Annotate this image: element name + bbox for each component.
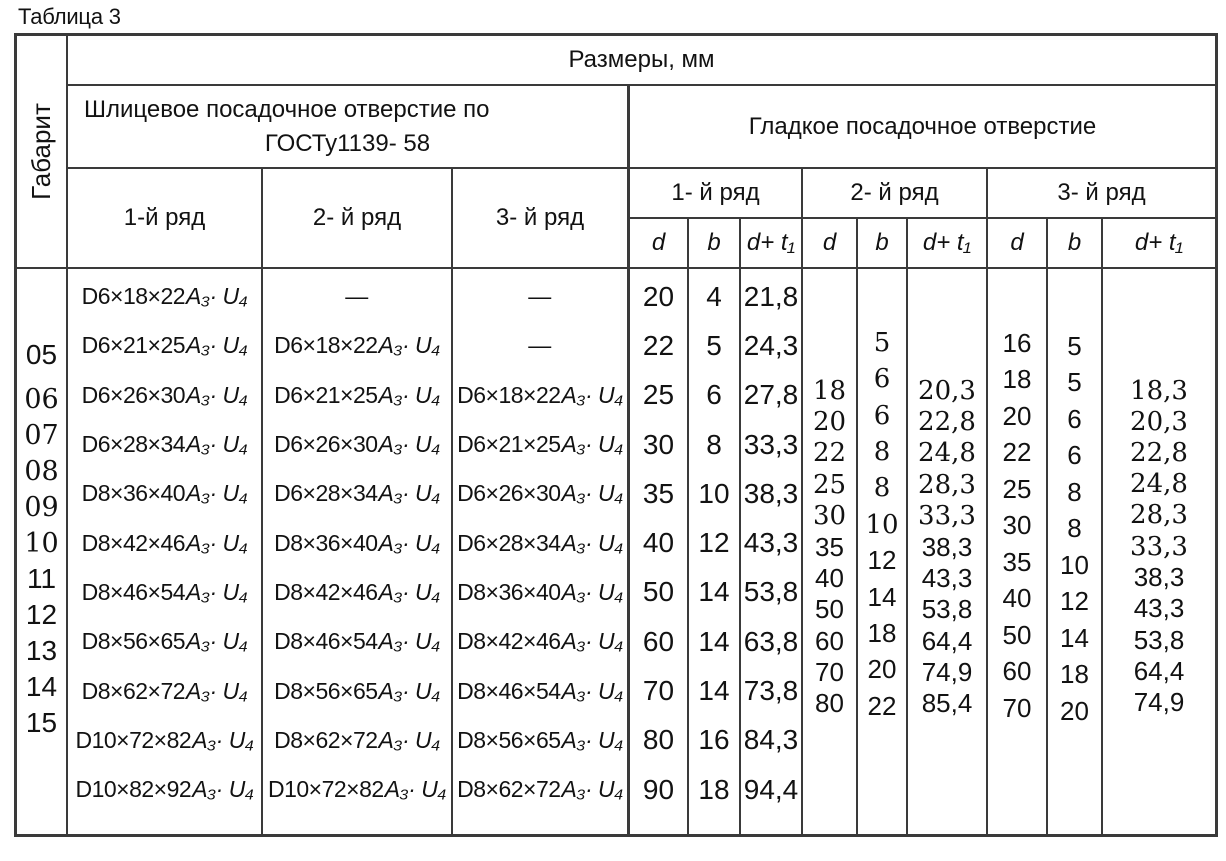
smooth3-d-column xyxy=(988,269,1048,834)
dimension-value: 18,3 xyxy=(1130,375,1188,406)
dimension-value: 30 xyxy=(812,500,847,531)
dimension-value: 64,4 xyxy=(921,625,973,656)
designation-suffix: A₃· U₄ xyxy=(561,628,623,655)
designation-base: D8×46×54 xyxy=(457,677,561,704)
designation-base: D10×72×82 xyxy=(75,726,192,753)
dimension-value: 27,8 xyxy=(743,379,799,411)
dimension-value: 38,3 xyxy=(1133,562,1185,593)
designation-suffix: A₃· U₄ xyxy=(384,776,447,803)
gabarit-values-column xyxy=(17,269,68,834)
designation-base: D6×26×30 xyxy=(457,480,561,507)
smooth2-b-stack xyxy=(858,269,906,724)
gabarit-value: 05 xyxy=(25,339,58,370)
dimension-value: 20,3 xyxy=(918,375,976,406)
spline-column-2 xyxy=(263,269,453,834)
spline-section-header xyxy=(68,86,630,169)
gabarit-values-stack xyxy=(17,269,66,741)
dimension-value: 18 xyxy=(698,773,730,805)
spline-list-1 xyxy=(68,269,261,814)
dimension-value: 60 xyxy=(642,625,675,657)
dimension-value: 43,3 xyxy=(921,562,973,593)
dimension-value: 4 xyxy=(706,280,722,312)
subheader-d-1: d xyxy=(630,219,689,269)
spline-col-header-3: 3- й ряд xyxy=(453,169,630,269)
designation-suffix: A₃· U₄ xyxy=(378,480,440,507)
smooth3-b-column xyxy=(1048,269,1103,834)
spline-designation xyxy=(453,568,627,617)
dimension-value: 53,8 xyxy=(743,576,799,608)
designation-suffix: A₃· U₄ xyxy=(378,726,440,753)
dimension-value: 84,3 xyxy=(743,724,799,756)
spline-designation xyxy=(68,617,261,666)
dimension-value: 64,4 xyxy=(1133,655,1185,686)
dimension-value: 22 xyxy=(867,690,897,721)
spline-designation xyxy=(453,765,627,814)
dimensions-table xyxy=(14,33,1218,837)
spline-designation xyxy=(68,568,261,617)
dimension-value: 43,3 xyxy=(1133,593,1185,624)
designation-suffix: A₃· U₄ xyxy=(186,677,248,704)
smooth-section-header: Гладкое посадочное отверстие xyxy=(630,86,1215,169)
smooth-group-header-1: 1- й ряд xyxy=(630,169,803,219)
dimension-value: 33,3 xyxy=(743,428,799,460)
dimension-value: 94,4 xyxy=(743,773,799,805)
smooth3-dt-column xyxy=(1103,269,1215,834)
dimension-value: 12 xyxy=(1060,586,1089,617)
spline-designation xyxy=(263,469,451,518)
spline-designation xyxy=(263,518,451,567)
designation-suffix: A₃· U₄ xyxy=(561,677,623,704)
dimension-value: 6 xyxy=(1067,440,1082,471)
designation-suffix: A₃· U₄ xyxy=(561,726,623,753)
designation-suffix: A₃· U₄ xyxy=(378,431,440,458)
dimension-value: 25 xyxy=(642,379,675,411)
dimension-value: 6 xyxy=(1067,403,1082,434)
dimension-value: 85,4 xyxy=(921,688,973,719)
spline-header-line2: ГОСТу1139- 58 xyxy=(264,129,431,157)
designation-suffix: A₃· U₄ xyxy=(378,529,440,556)
gabarit-value: 10 xyxy=(24,527,59,559)
designation-base: D10×72×82 xyxy=(267,776,384,803)
dimension-value: 22,8 xyxy=(1130,437,1188,468)
designation-suffix: A₃· U₄ xyxy=(186,332,248,359)
smooth2-d-column xyxy=(803,269,858,834)
spline-list-2 xyxy=(263,269,451,814)
dimension-value: 35 xyxy=(1002,546,1032,577)
spline-column-1 xyxy=(68,269,263,834)
designation-base: D6×18×22 xyxy=(81,283,186,310)
dimension-value: 38,3 xyxy=(743,477,799,509)
subheader-dt-3: d+ t₁ xyxy=(1103,219,1215,269)
smooth1-dt-column xyxy=(741,269,803,834)
dimension-value: 20 xyxy=(1060,695,1089,726)
spline-col-header-1: 1-й ряд xyxy=(68,169,263,269)
dimension-value: 20 xyxy=(642,280,675,312)
smooth1-b-column xyxy=(689,269,741,834)
dimension-value: 14 xyxy=(1060,622,1089,653)
designation-base: D8×42×46 xyxy=(274,578,378,605)
smooth1-d-column xyxy=(630,269,689,834)
dimension-value: 33,3 xyxy=(918,500,976,531)
designation-base: D6×21×25 xyxy=(274,381,378,408)
spline-designation xyxy=(68,469,261,518)
dimension-value: 18 xyxy=(1060,659,1089,690)
dimension-value: 53,8 xyxy=(1133,624,1185,655)
dimension-value: 14 xyxy=(698,675,730,707)
spline-designation xyxy=(263,272,451,321)
smooth3-dt-stack xyxy=(1103,269,1215,718)
gabarit-value: 08 xyxy=(24,455,59,487)
designation-base: D10×82×92 xyxy=(75,776,192,803)
dimension-value: 20,3 xyxy=(1130,406,1188,437)
dimension-value: 74,9 xyxy=(1133,686,1185,717)
dimension-value: 5 xyxy=(873,328,891,359)
sizes-header: Размеры, мм xyxy=(68,36,1215,86)
dimension-value: 35 xyxy=(815,531,844,562)
designation-base: — xyxy=(345,283,368,310)
dimension-value: 74,9 xyxy=(921,656,973,687)
designation-suffix: A₃· U₄ xyxy=(186,431,248,458)
designation-suffix: A₃· U₄ xyxy=(561,480,623,507)
dimension-value: 14 xyxy=(867,581,897,612)
subheader-dt-2: d+ t₁ xyxy=(908,219,988,269)
spline-designation xyxy=(263,716,451,765)
dimension-value: 22 xyxy=(642,329,675,361)
dimension-value: 50 xyxy=(642,576,675,608)
designation-base: D8×36×40 xyxy=(457,578,561,605)
subheader-d-2: d xyxy=(803,219,858,269)
dimension-value: 6 xyxy=(873,400,891,431)
spline-designation xyxy=(453,272,627,321)
dimension-value: 8 xyxy=(873,473,891,504)
spline-list-3 xyxy=(453,269,627,814)
dimension-value: 12 xyxy=(698,527,730,559)
dimension-value: 18 xyxy=(867,618,897,649)
gabarit-value: 14 xyxy=(25,671,58,702)
spline-designation xyxy=(68,272,261,321)
spline-designation xyxy=(68,765,261,814)
designation-base: D6×21×25 xyxy=(457,431,561,458)
dimension-value: 20 xyxy=(812,406,847,437)
dimension-value: 8 xyxy=(706,428,722,460)
designation-suffix: A₃· U₄ xyxy=(186,578,248,605)
dimension-value: 40 xyxy=(815,562,844,593)
spline-designation xyxy=(453,716,627,765)
designation-base: D8×62×72 xyxy=(457,776,561,803)
dimension-value: 14 xyxy=(698,576,730,608)
gabarit-value: 11 xyxy=(26,563,57,594)
designation-base: — xyxy=(528,283,551,310)
gabarit-header-cell xyxy=(17,36,68,269)
designation-suffix: A₃· U₄ xyxy=(561,776,623,803)
dimension-value: 24,8 xyxy=(918,438,976,469)
spline-designation xyxy=(453,321,627,370)
dimension-value: 38,3 xyxy=(921,531,973,562)
dimension-value: 35 xyxy=(642,477,675,509)
dimension-value: 25 xyxy=(812,469,847,500)
spline-designation xyxy=(453,420,627,469)
spline-designation xyxy=(68,716,261,765)
gabarit-value: 13 xyxy=(25,635,58,666)
subheader-d-3: d xyxy=(988,219,1048,269)
designation-base: D6×28×34 xyxy=(457,529,561,556)
designation-base: D6×21×25 xyxy=(81,332,186,359)
dimension-value: 43,3 xyxy=(743,527,799,559)
dimension-value: 10 xyxy=(1060,549,1089,580)
designation-suffix: A₃· U₄ xyxy=(186,628,248,655)
dimension-value: 14 xyxy=(698,625,730,657)
spline-designation xyxy=(453,518,627,567)
spline-designation xyxy=(68,321,261,370)
dimension-value: 22 xyxy=(1002,437,1032,468)
dimension-value: 22 xyxy=(812,438,847,469)
dimension-value: 50 xyxy=(1002,619,1032,650)
dimension-value: 73,8 xyxy=(743,675,799,707)
designation-base: D6×28×34 xyxy=(81,431,186,458)
designation-base: D8×42×46 xyxy=(81,529,186,556)
dimension-value: 21,8 xyxy=(743,280,799,312)
designation-base: D6×26×30 xyxy=(274,431,378,458)
designation-base: D6×28×34 xyxy=(274,480,378,507)
dimension-value: 8 xyxy=(1067,513,1082,544)
dimension-value: 6 xyxy=(873,364,891,395)
spline-designation xyxy=(263,765,451,814)
dimension-value: 90 xyxy=(642,773,675,805)
gabarit-value: 06 xyxy=(24,383,59,415)
designation-suffix: A₃· U₄ xyxy=(561,431,623,458)
dimension-value: 70 xyxy=(815,656,844,687)
spline-column-3 xyxy=(453,269,630,834)
smooth2-b-column xyxy=(858,269,908,834)
designation-base: D8×62×72 xyxy=(274,726,378,753)
dimension-value: 60 xyxy=(815,625,844,656)
designation-base: D8×56×65 xyxy=(457,726,561,753)
spline-designation xyxy=(453,469,627,518)
spline-designation xyxy=(68,420,261,469)
spline-designation xyxy=(68,666,261,715)
designation-base: D8×56×65 xyxy=(81,628,186,655)
spline-designation xyxy=(68,371,261,420)
spline-header-line1: Шлицевое посадочное отверстие по xyxy=(84,95,490,123)
designation-suffix: A₃· U₄ xyxy=(186,381,248,408)
dimension-value: 6 xyxy=(706,379,722,411)
smooth1-dt-stack xyxy=(741,269,801,814)
dimension-value: 8 xyxy=(873,437,891,468)
dimension-value: 5 xyxy=(1067,330,1082,361)
subheader-dt-1: d+ t₁ xyxy=(741,219,803,269)
spline-col-header-2: 2- й ряд xyxy=(263,169,453,269)
dimension-value: 40 xyxy=(642,527,675,559)
designation-base: D8×36×40 xyxy=(274,529,378,556)
subheader-b-2: b xyxy=(858,219,908,269)
dimension-value: 8 xyxy=(1067,476,1082,507)
dimension-value: 63,8 xyxy=(743,625,799,657)
designation-suffix: A₃· U₄ xyxy=(378,332,440,359)
designation-suffix: A₃· U₄ xyxy=(561,529,623,556)
designation-base: D8×36×40 xyxy=(81,480,186,507)
designation-base: D8×42×46 xyxy=(457,628,561,655)
dimension-value: 16 xyxy=(698,724,730,756)
dimension-value: 40 xyxy=(1002,583,1032,614)
gabarit-value: 12 xyxy=(25,599,58,630)
spline-designation xyxy=(453,371,627,420)
table-caption: Таблица 3 xyxy=(18,4,121,29)
spline-designation xyxy=(263,617,451,666)
designation-suffix: A₃· U₄ xyxy=(378,677,440,704)
smooth2-dt-stack xyxy=(908,269,986,719)
designation-base: D8×62×72 xyxy=(81,677,186,704)
spline-designation xyxy=(453,666,627,715)
designation-suffix: A₃· U₄ xyxy=(186,529,248,556)
dimension-value: 16 xyxy=(1002,327,1032,358)
dimension-value: 33,3 xyxy=(1130,531,1188,562)
spline-designation xyxy=(68,518,261,567)
dimension-value: 60 xyxy=(1002,656,1032,687)
dimension-value: 70 xyxy=(642,675,675,707)
subheader-b-1: b xyxy=(689,219,741,269)
dimension-value: 24,8 xyxy=(1130,469,1188,500)
spline-designation xyxy=(263,568,451,617)
smooth3-d-stack xyxy=(988,269,1046,727)
dimension-value: 80 xyxy=(642,724,675,756)
dimension-value: 80 xyxy=(815,688,844,719)
dimension-value: 20 xyxy=(1002,400,1032,431)
dimension-value: 70 xyxy=(1002,692,1032,723)
smooth1-b-stack xyxy=(689,269,739,814)
gabarit-value: 15 xyxy=(25,707,58,738)
dimension-value: 53,8 xyxy=(921,594,973,625)
designation-suffix: A₃· U₄ xyxy=(378,628,440,655)
dimension-value: 28,3 xyxy=(1130,500,1188,531)
dimension-value: 18 xyxy=(1002,364,1032,395)
dimension-value: 5 xyxy=(1067,367,1082,398)
designation-suffix: A₃· U₄ xyxy=(561,578,623,605)
spline-designation xyxy=(453,617,627,666)
dimension-value: 18 xyxy=(812,375,847,406)
dimension-value: 10 xyxy=(865,509,899,540)
dimension-value: 50 xyxy=(815,594,844,625)
dimension-value: 24,3 xyxy=(743,329,799,361)
dimension-value: 30 xyxy=(1002,510,1032,541)
designation-base: D6×18×22 xyxy=(274,332,378,359)
designation-suffix: A₃· U₄ xyxy=(378,578,440,605)
gabarit-value: 09 xyxy=(24,491,59,523)
designation-base: D8×56×65 xyxy=(274,677,378,704)
designation-base: D6×26×30 xyxy=(81,381,186,408)
spline-designation xyxy=(263,321,451,370)
spline-designation xyxy=(263,371,451,420)
designation-base: — xyxy=(528,332,551,359)
dimension-value: 20 xyxy=(867,654,897,685)
dimension-value: 12 xyxy=(867,545,897,576)
dimension-value: 30 xyxy=(642,428,675,460)
dimension-value: 10 xyxy=(698,477,730,509)
dimension-value: 5 xyxy=(706,329,722,361)
designation-suffix: A₃· U₄ xyxy=(378,381,440,408)
designation-suffix: A₃· U₄ xyxy=(561,381,623,408)
gabarit-value: 07 xyxy=(24,419,59,451)
subheader-b-3: b xyxy=(1048,219,1103,269)
dimension-value: 28,3 xyxy=(918,469,976,500)
smooth-group-header-3: 3- й ряд xyxy=(988,169,1215,219)
designation-suffix: A₃· U₄ xyxy=(186,283,248,310)
dimension-value: 25 xyxy=(1002,473,1032,504)
dimension-value: 22,8 xyxy=(918,406,976,437)
spline-designation xyxy=(263,666,451,715)
smooth-group-header-2: 2- й ряд xyxy=(803,169,988,219)
smooth2-d-stack xyxy=(803,269,856,719)
gabarit-label: Габарит xyxy=(26,103,57,200)
designation-suffix: A₃· U₄ xyxy=(192,726,254,753)
designation-suffix: A₃· U₄ xyxy=(192,776,254,803)
smooth2-dt-column xyxy=(908,269,988,834)
smooth1-d-stack xyxy=(630,269,687,814)
designation-suffix: A₃· U₄ xyxy=(186,480,248,507)
smooth3-b-stack xyxy=(1048,269,1101,730)
designation-base: D6×18×22 xyxy=(457,381,561,408)
designation-base: D8×46×54 xyxy=(81,578,186,605)
designation-base: D8×46×54 xyxy=(274,628,378,655)
spline-designation xyxy=(263,420,451,469)
